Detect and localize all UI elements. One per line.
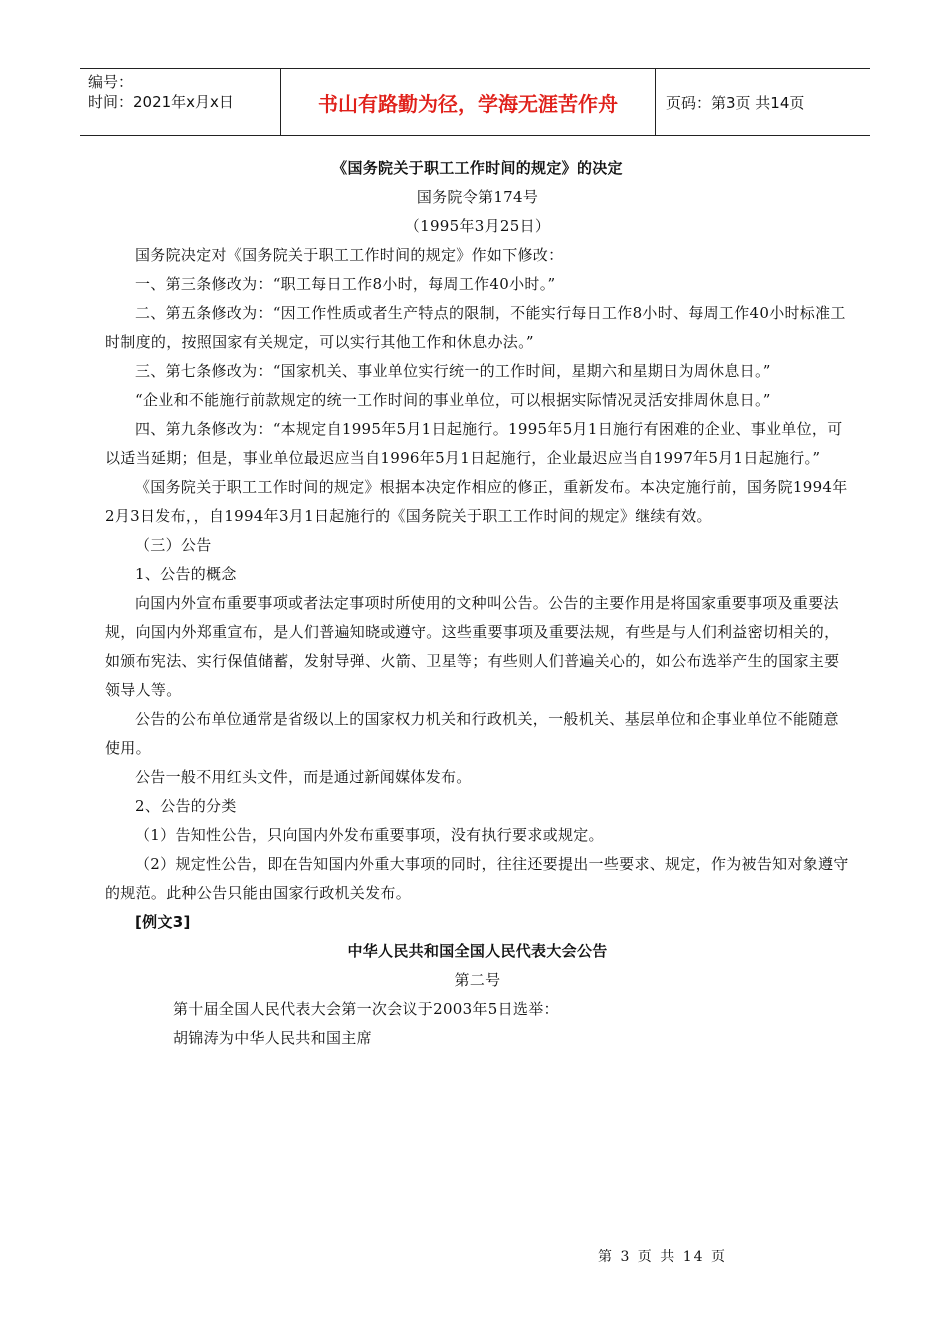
example-number: 第二号 [454, 971, 501, 989]
example-line: 胡锦涛为中华人民共和国主席 [173, 1029, 372, 1047]
section-heading: （三）公告 [135, 536, 212, 554]
paragraph: 《国务院关于职工工作时间的规定》根据本决定作相应的修正，重新发布。本决定施行前，国务院1994年2月3日发布，，自1994年3月1日起施行的《国务院关于职工工作时间的规定》继续有效。 [105, 478, 848, 525]
decree-number: 国务院令第174号 [416, 188, 539, 206]
example-title: 中华人民共和国全国人民代表大会公告 [347, 942, 608, 960]
paragraph: 公告的公布单位通常是省级以上的国家权力机关和行政机关，一般机关、基层单位和企事业单位不能随意使用。 [105, 710, 839, 757]
document-body [105, 150, 850, 1053]
number-label: 编号： [88, 73, 134, 91]
time-label: 时间：2021年x月x日 [88, 93, 234, 111]
paragraph: 一、第三条修改为：“职工每日工作8小时，每周工作40小时。” [135, 275, 556, 293]
subsection-heading: 1、公告的概念 [135, 565, 237, 583]
example-line: 第十届全国人民代表大会第一次会议于2003年5日选举： [173, 1000, 559, 1018]
paragraph: 三、第七条修改为：“国家机关、事业单位实行统一的工作时间，星期六和星期日为周休息日。” [135, 362, 771, 380]
paragraph: 公告一般不用红头文件，而是通过新闻媒体发布。 [135, 768, 472, 786]
subsection-heading: 2、公告的分类 [135, 797, 237, 815]
decree-date: （1995年3月25日） [404, 217, 551, 235]
paragraph: 二、第五条修改为：“因工作性质或者生产特点的限制，不能实行每日工作8小时、每周工作40小时标准工时制度的，按照国家有关规定，可以实行其他工作和休息办法。” [105, 304, 846, 351]
example-label: [例文3] [135, 913, 191, 931]
page-footer: 第 3 页 共 14 页 [598, 1249, 727, 1265]
paragraph: “企业和不能施行前款规定的统一工作时间的事业单位，可以根据实际情况灵活安排周休息日。” [135, 391, 771, 409]
header-page-info: 页码：第3页 共14页 [666, 93, 805, 112]
paragraph: 向国内外宣布重要事项或者法定事项时所使用的文种叫公告。公告的主要作用是将国家重要事项及重要法规，向国内外郑重宣布，是人们普遍知晓或遵守。这些重要事项及重要法规，有些是与人们利益密切相关的，如颁布宪法、实行保值储蓄，发射导弹、火箭、卫星等；有些则人们普遍关心的，如公布选举产生的国家主要领导人等。 [105, 594, 840, 699]
paragraph: （2）规定性公告，即在告知国内外重大事项的同时，往往还要提出一些要求、规定，作为被告知对象遵守的规范。此种公告只能由国家行政机关发布。 [105, 855, 849, 902]
document-title: 《国务院关于职工工作时间的规定》的决定 [332, 159, 623, 177]
paragraph: （1）告知性公告，只向国内外发布重要事项，没有执行要求或规定。 [135, 826, 604, 844]
paragraph: 国务院决定对《国务院关于职工工作时间的规定》作如下修改： [135, 246, 564, 264]
paragraph: 四、第九条修改为：“本规定自1995年5月1日起施行。1995年5月1日施行有困难的企业、事业单位，可以适当延期；但是，事业单位最迟应当自1996年5月1日起施行，企业最迟应当自1997年5月1日起施行。” [105, 420, 843, 467]
header-meta [80, 69, 280, 135]
header-motto: 书山有路勤为径，学海无涯苦作舟 [280, 69, 656, 135]
document-header [80, 68, 870, 136]
